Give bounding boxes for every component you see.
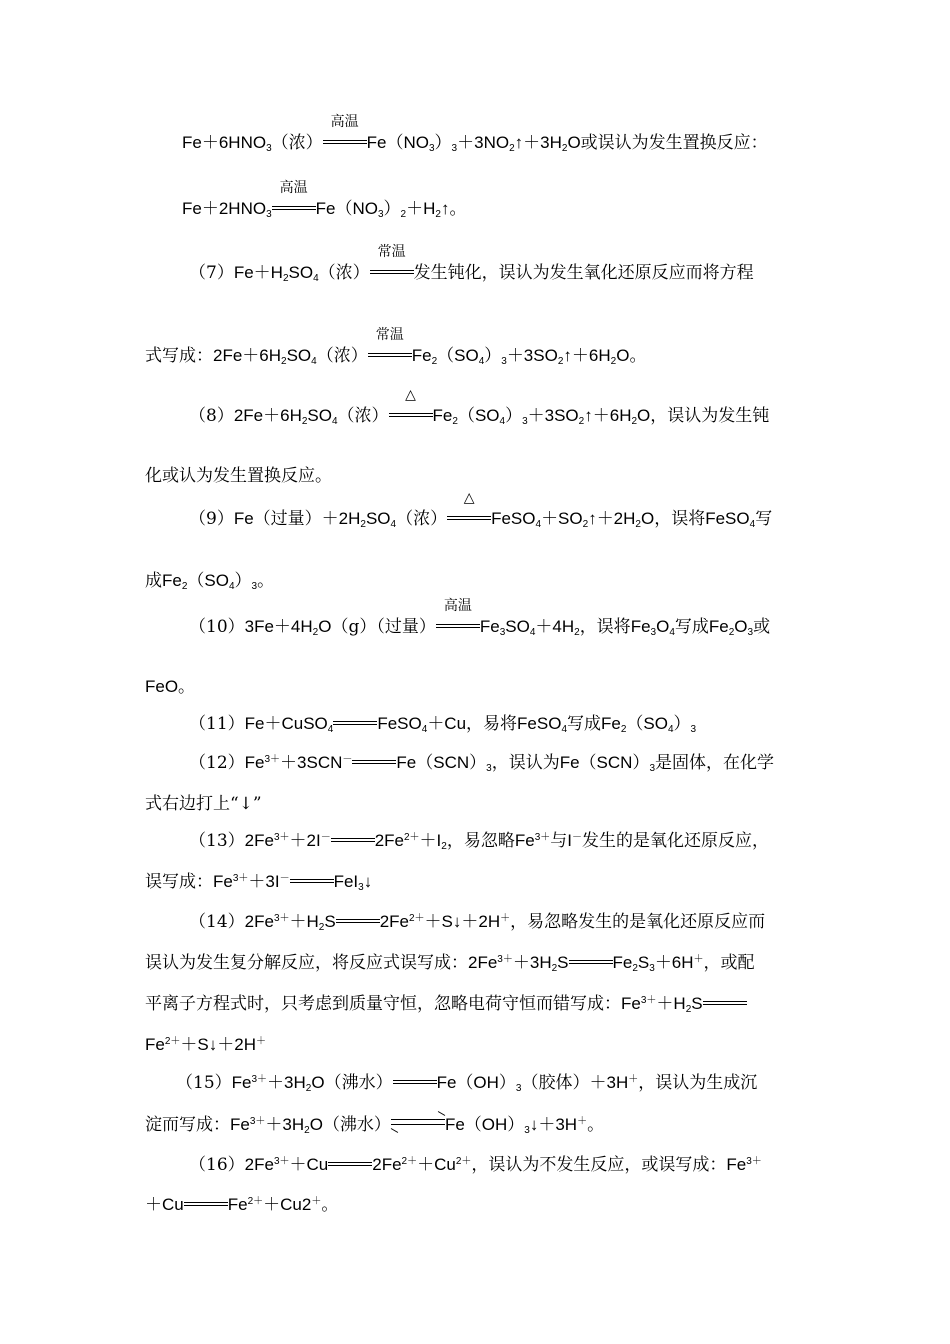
item-14-line-4: $Fe^{2+}+S↓+2H^+$ bbox=[145, 1035, 266, 1054]
equals-room-temp: 常温 bbox=[370, 261, 414, 285]
item-7-line-1: $(7)Fe+H_2SO_4$（浓） 常温 发生钝化，误认为发生氧化还原反应而将方程 bbox=[189, 244, 754, 284]
item-12-line-1: $(12)Fe^{3+}+3SCN^-$ $Fe(SCN)_3$，误认为$Fe(SCN)_3$是固体，在化学 bbox=[189, 753, 774, 774]
equals-high-temp: 高温 bbox=[436, 615, 480, 639]
item-10-line-1: $(10)3Fe+4H_2O(g)$（过量） 高温 $Fe_3SO_4+4H_2$，误将$Fe_3O_4$写成$Fe_2O_3$或 bbox=[189, 598, 771, 638]
equals-heat: △ bbox=[447, 507, 491, 531]
item-7-line-2: 式写成：$2Fe+6H_2SO_4$（浓） 常温 $Fe_2(SO_4)_3+3SO_2↑+6H_2O$。 bbox=[145, 327, 647, 367]
eq-line-2: $Fe+2HNO_3$ 高温 $Fe(NO_3)_2+H_2↑$。 bbox=[182, 180, 467, 220]
reversible-arrow bbox=[391, 1118, 445, 1128]
item-11-line-1: （11）Fe＋CuSO$_4$ FeSO$_4$＋Cu，易将FeSO$_4$写成$Fe_2(SO_4)_3$ bbox=[189, 714, 697, 735]
item-10-line-2: FeO。 bbox=[145, 677, 196, 696]
item-14-line-3: 平离子方程式时，只考虑到质量守恒，忽略电荷守恒而错写成：$Fe^{3+}+H_2S$ bbox=[145, 992, 747, 1016]
item-8-line-2: 化或认为发生置换反应。 bbox=[145, 466, 332, 486]
eq-line-1: $Fe+6HNO_3$（浓） 高温 $Fe(NO_3)_3+3NO_2↑+3H_2O$或误认为发生置换反应： bbox=[182, 114, 768, 154]
item-12-line-2: 式右边打上“↓” bbox=[145, 794, 262, 814]
item-9-line-2: 成$Fe_2(SO_4)_3$。 bbox=[145, 571, 275, 592]
item-14-line-2: 误认为发生复分解反应，将反应式误写成：$2Fe^{3+}+3H_2S$ $Fe_2S_3+6H^+$，或配 bbox=[145, 953, 755, 974]
item-14-line-1: $(14)2Fe^{3+}+H_2S$ $2Fe^{2+}+S↓+2H^+$，易忽略发生的是氧化还原反应而 bbox=[189, 912, 766, 933]
equals-room-temp: 常温 bbox=[368, 344, 412, 368]
item-16-line-2: ＋Cu $Fe^{2+}+Cu2^+$。 bbox=[145, 1195, 339, 1214]
item-9-line-1: （9）Fe（过量）$+2H_2SO_4$（浓） △ $FeSO_4+SO_2↑+2H_2O$，误将FeSO$_4$写 bbox=[189, 490, 773, 530]
item-15-line-2: 淀而写成：$Fe^{3+}+3H_2O$（沸水） $Fe(OH)_3↓+3H^+$。 bbox=[145, 1115, 605, 1136]
item-13-line-1: $(13)2Fe^{3+}+2I^-$ $2Fe^{2+}+I_2$，易忽略$Fe^{3+}$与I－发生的是氧化还原反应， bbox=[189, 831, 769, 852]
item-13-line-2: 误写成：$Fe^{3+}+3I^-$ FeI$_3$↓ bbox=[145, 872, 373, 893]
equals-high-temp: 高温 bbox=[272, 197, 316, 221]
item-15-line-1: $(15)Fe^{3+}+3H_2O$（沸水） $Fe(OH)_3$（胶体）＋3H＋，误认为生成沉 bbox=[176, 1073, 758, 1094]
item-16-line-1: $(16)2Fe^{3+}+Cu$ $2Fe^{2+}+Cu^{2+}$，误认为不发生反应，或误写成：$Fe^{3+}$ bbox=[189, 1155, 762, 1175]
equals-heat: △ bbox=[389, 404, 433, 428]
equals-high-temp: 高温 bbox=[323, 131, 367, 155]
item-8-line-1: $(8)2Fe+6H_2SO_4$（浓） △ $Fe_2(SO_4)_3+3SO_2↑+6H_2O$，误认为发生钝 bbox=[189, 387, 770, 427]
